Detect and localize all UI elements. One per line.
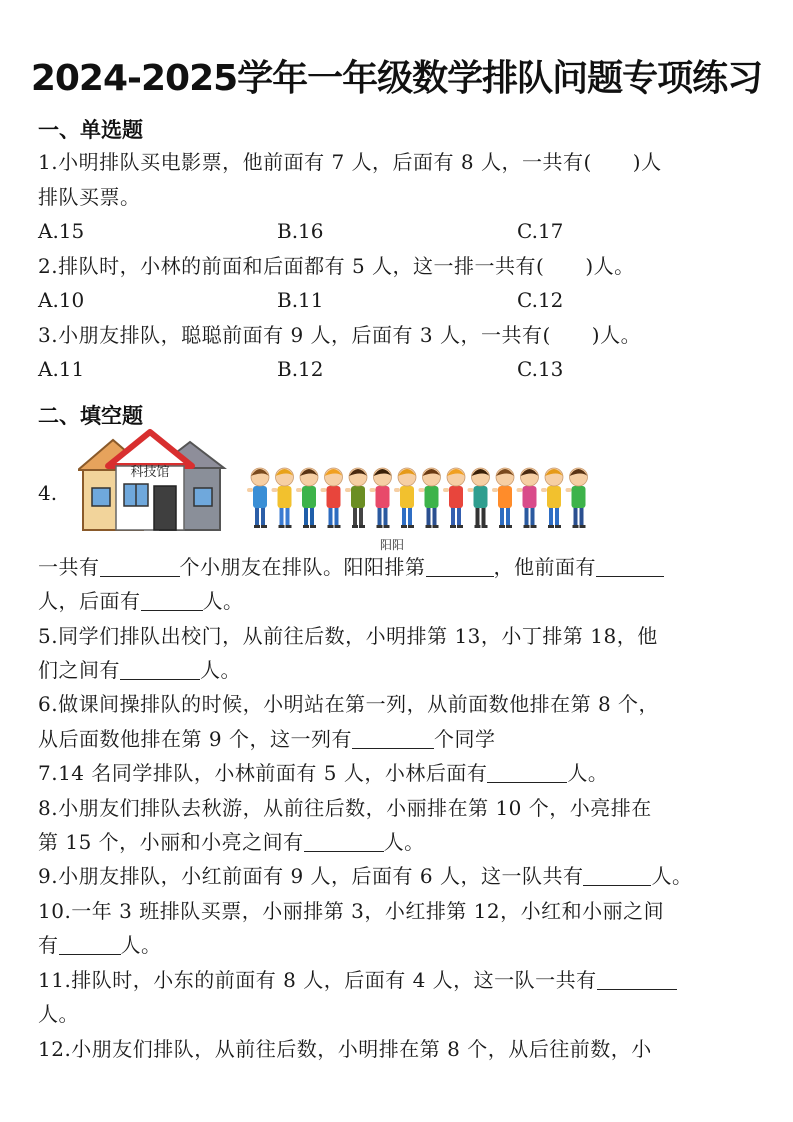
yangyang-label: 阳阳 [380, 538, 405, 552]
q1-option-a[interactable]: A.15 [38, 219, 85, 243]
question-9-line-1 [38, 862, 758, 890]
question-11-line-1 [38, 966, 758, 994]
question-10-line-2 [38, 931, 758, 959]
q4-text-e: 人。 [202, 589, 244, 613]
question-4-line-1 [38, 553, 758, 581]
q6-text-a: 从后面数他排在第 9 个，这一列有 [38, 727, 352, 751]
child-figure [272, 468, 294, 528]
q11-text-a: 11.排队时，小东的前面有 8 人，后面有 4 人，这一队一共有 [38, 968, 597, 992]
house-sign: 科技馆 [130, 465, 170, 480]
q9-text-a: 9.小朋友排队，小红前面有 9 人，后面有 6 人，这一队共有 [38, 864, 584, 888]
q4-blank-front[interactable] [596, 556, 664, 577]
queue-illustration [78, 428, 608, 553]
q1-option-c[interactable]: C.17 [517, 219, 564, 243]
question-8-line-2 [38, 828, 758, 856]
question-5-line-2 [38, 656, 758, 684]
question-10-line-1: 10.一年 3 班排队买票，小丽排第 3，小红排第 12，小红和小丽之间 [38, 899, 665, 923]
section-heading-single-choice: 一、单选题 [38, 118, 143, 142]
q3-option-a[interactable]: A.11 [38, 357, 85, 381]
q3-option-c[interactable]: C.13 [517, 357, 564, 381]
q7-blank[interactable] [487, 762, 567, 783]
child-figure [541, 468, 563, 528]
child-figure [345, 468, 367, 528]
section-heading-fill-blank: 二、填空题 [38, 404, 143, 428]
child-figure [321, 468, 343, 528]
child-figure [566, 468, 588, 528]
q4-text-d: 人，后面有 [38, 589, 141, 613]
question-3-line-1: 3.小朋友排队，聪聪前面有 9 人，后面有 3 人，一共有( )人。 [38, 323, 642, 347]
q2-option-b[interactable]: B.11 [277, 288, 324, 312]
children-queue [247, 468, 588, 528]
question-11-line-2: 人。 [38, 1002, 79, 1026]
q2-option-a[interactable]: A.10 [38, 288, 85, 312]
q9-text-b: 人。 [651, 864, 693, 888]
q7-text-b: 人。 [567, 761, 609, 785]
q9-blank[interactable] [583, 865, 651, 886]
question-5-line-1: 5.同学们排队出校门，从前往后数，小明排第 13，小丁排第 18，他 [38, 624, 658, 648]
q10-text-a: 有 [38, 933, 59, 957]
science-museum-house [78, 432, 224, 530]
q6-blank[interactable] [352, 728, 434, 749]
q10-text-b: 人。 [120, 933, 162, 957]
child-figure [517, 468, 539, 528]
q4-text-c: ，他前面有 [493, 555, 596, 579]
q8-text-b: 人。 [383, 830, 425, 854]
page-title: 2024-2025学年一年级数学排队问题专项练习 [30, 58, 763, 99]
child-figure [296, 468, 318, 528]
child-figure [394, 468, 416, 528]
q4-blank-behind[interactable] [141, 590, 203, 611]
child-figure [247, 468, 269, 528]
child-figure [419, 468, 441, 528]
q1-option-b[interactable]: B.16 [277, 219, 324, 243]
question-6-line-1: 6.做课间操排队的时候，小明站在第一列，从前面数他排在第 8 个， [38, 692, 660, 716]
q5-text-b: 人。 [200, 658, 241, 682]
q11-blank[interactable] [597, 969, 677, 990]
q7-text-a: 7.14 名同学排队，小林前面有 5 人，小林后面有 [38, 761, 488, 785]
child-figure [370, 468, 392, 528]
q8-blank[interactable] [304, 831, 384, 852]
q3-option-b[interactable]: B.12 [277, 357, 324, 381]
question-8-line-1: 8.小朋友们排队去秋游，从前往后数，小丽排在第 10 个，小亮排在 [38, 796, 652, 820]
question-6-line-2 [38, 725, 758, 753]
q10-blank[interactable] [59, 934, 121, 955]
question-4-line-2 [38, 587, 758, 615]
question-1-line-2: 排队买票。 [38, 185, 141, 209]
question-4-number: 4. [38, 481, 58, 505]
child-figure [443, 468, 465, 528]
q5-text-a: 们之间有 [38, 658, 120, 682]
child-figure [492, 468, 514, 528]
q8-text-a: 第 15 个，小丽和小亮之间有 [38, 830, 304, 854]
q4-blank-position[interactable] [426, 556, 494, 577]
q4-blank-total[interactable] [100, 556, 180, 577]
q4-text-a: 一共有 [38, 555, 100, 579]
question-12-line-1: 12.小朋友们排队，从前往后数，小明排在第 8 个，从后往前数，小 [38, 1037, 652, 1061]
q6-text-b: 个同学 [433, 727, 496, 751]
question-2-line-1: 2.排队时，小林的前面和后面都有 5 人，这一排一共有( )人。 [38, 254, 635, 278]
q5-blank[interactable] [120, 659, 200, 680]
q4-text-b: 个小朋友在排队。阳阳排第 [179, 555, 426, 579]
question-1-line-1: 1.小明排队买电影票，他前面有 7 人，后面有 8 人，一共有( )人 [38, 150, 662, 174]
question-7-line-1 [38, 759, 758, 787]
q2-option-c[interactable]: C.12 [517, 288, 564, 312]
child-figure [468, 468, 490, 528]
